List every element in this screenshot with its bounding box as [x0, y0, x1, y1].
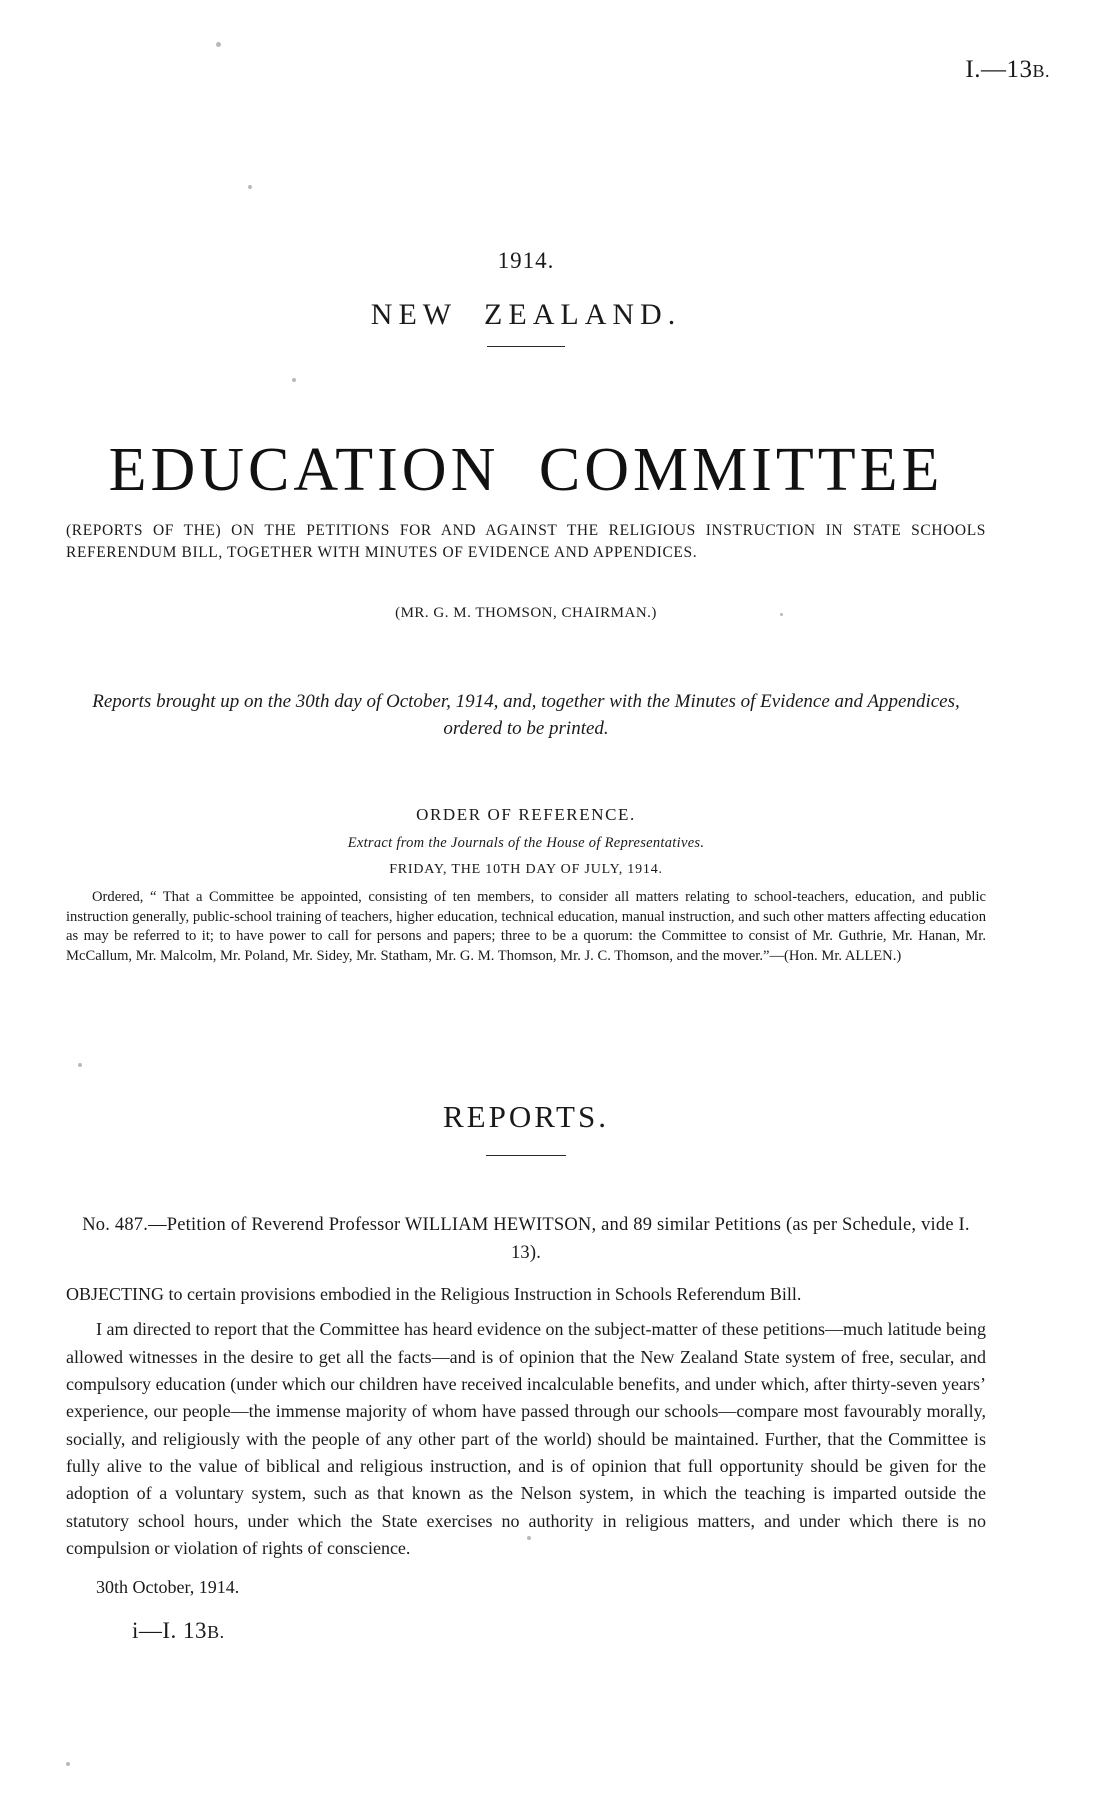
page-signature — [66, 1618, 986, 1644]
page-signature-suffix: B. — [207, 1621, 225, 1642]
petition-reference-line: No. 487.—Petition of Reverend Professor WILLIAM HEWITSON, and 89 similar Petitions (as per Schedule, vide I. 13). — [82, 1214, 970, 1263]
page-title: EDUCATION COMMITTEE — [108, 436, 944, 504]
chairman-line: (MR. G. M. THOMSON, CHAIRMAN.) — [395, 604, 657, 621]
report-date: 30th October, 1914. — [96, 1576, 240, 1597]
report-body-paragraph: I am directed to report that the Committee has heard evidence on the subject-matter of these petitions—much latitude being allowed witnesses in the desire to get all the facts—and is of opinion that the New Zealand State system of free, secular, and compulsory education (under which our children have received incalculable benefits, and under which, after thirty-seven years’ experience, our people—the immense majority of whom have passed through our schools—compare most favourably morally, socially, and religiously with the people of any other part of the world) should be maintained. Further, that the Committee is fully alive to the value of biblical and religious instruction, and is of opinion that full opportunity should be given for the adoption of a voluntary system, such as that known as the Nelson system, in which the teaching is imparted outside the statutory school hours, under which the State exercises no authority in religious matters, and under which there is no compulsion or violation of rights of conscience. — [66, 1319, 986, 1559]
catalogue-number-suffix: B. — [1032, 61, 1050, 81]
divider-rule-reports — [486, 1155, 566, 1156]
country-name: NEW ZEALAND. — [370, 298, 682, 331]
page-subtitle: (REPORTS OF THE) ON THE PETITIONS FOR AND AGAINST THE RELIGIOUS INSTRUCTION IN STATE SCHOOLS REFERENDUM BILL, TOGETHER WITH MINUTES OF EVIDENCE AND APPENDICES. — [66, 522, 986, 562]
order-of-reference-heading: ORDER OF REFERENCE. — [416, 805, 636, 825]
divider-rule-top — [487, 346, 565, 347]
reports-heading: REPORTS. — [443, 1098, 609, 1134]
order-of-reference-body: Ordered, “ That a Committee be appointed, consisting of ten members, to consider all matters relating to school-teachers, education, and public instruction generally, public-school training of teachers, higher education, technical education, manual instruction, and such other matters affecting education as may be referred to it; to have power to call for persons and papers; three to be a quorum: the Committee to consist of Mr. Guthrie, Mr. Hanan, Mr. McCallum, Mr. Malcolm, Mr. Poland, Mr. Sidey, Mr. Statham, Mr. G. M. Thomson, Mr. J. C. Thomson, and the mover.”—(Hon. Mr. ALLEN.) — [66, 889, 986, 965]
order-of-reference-extract: Extract from the Journals of the House of Representatives. — [347, 835, 705, 852]
document-content — [66, 0, 986, 1644]
publication-year: 1914. — [497, 248, 555, 273]
order-of-reference-sitting-day: FRIDAY, THE 10TH DAY OF JULY, 1914. — [389, 862, 663, 878]
brought-up-note: Reports brought up on the 30th day of October, 1914, and, together with the Minutes of Evidence and Appendices, ordered to be printed. — [92, 690, 960, 740]
scan-speck — [66, 1762, 70, 1766]
catalogue-number-text: I.—13 — [965, 56, 1033, 83]
order-of-reference-text — [66, 888, 986, 967]
page-signature-text: i—I. 13 — [132, 1617, 208, 1643]
objecting-line: OBJECTING to certain provisions embodied in the Religious Instruction in Schools Referendum Bill. — [66, 1284, 802, 1305]
